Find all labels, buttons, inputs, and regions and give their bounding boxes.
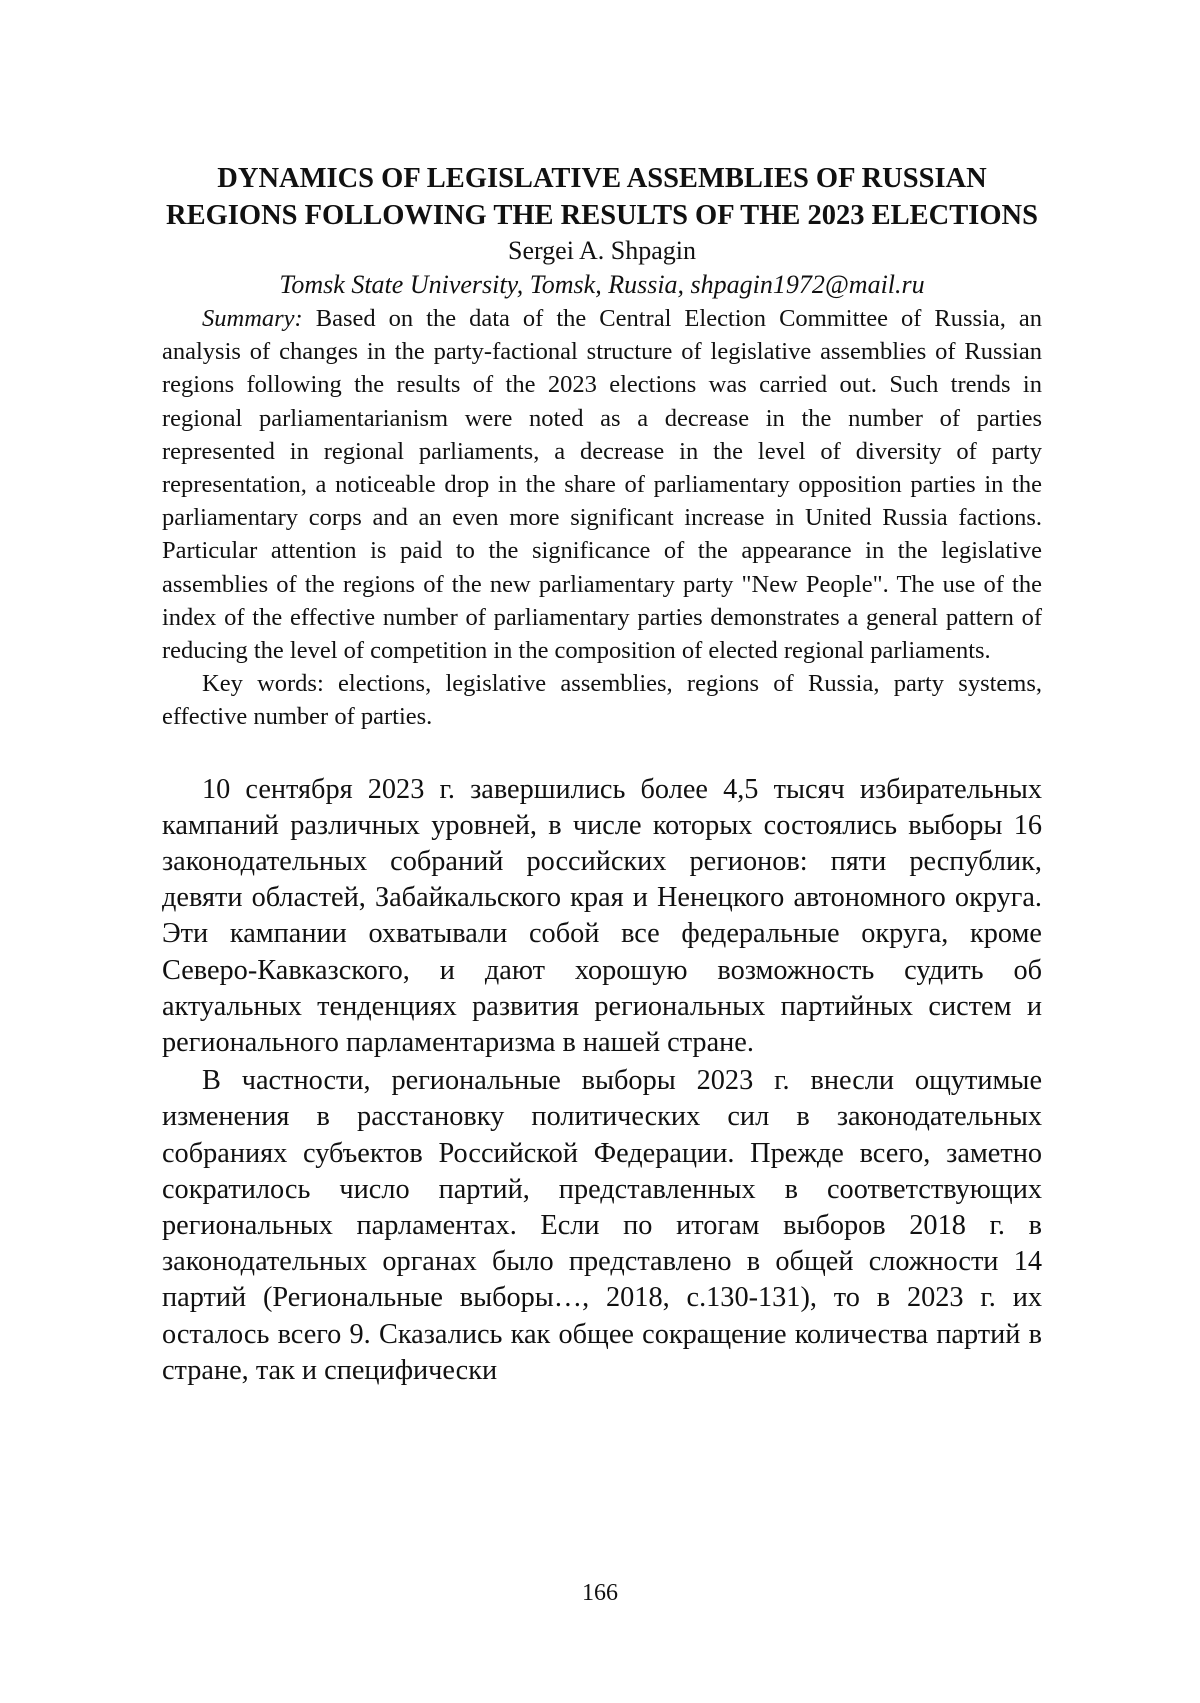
keywords-paragraph: Key words: elections, legislative assemblies, regions of Russia, party systems, effective number of parties. — [162, 667, 1042, 733]
article — [162, 160, 1042, 1391]
author-affiliation: Tomsk State University, Tomsk, Russia, shpagin1972@mail.ru — [162, 268, 1042, 302]
article-title: DYNAMICS OF LEGISLATIVE ASSEMBLIES OF RUSSIAN REGIONS FOLLOWING THE RESULTS OF THE 2023 ELECTIONS — [162, 160, 1042, 234]
author-name: Sergei A. Shpagin — [162, 234, 1042, 268]
body-text — [162, 772, 1042, 1389]
summary-label: Summary: — [202, 305, 303, 332]
summary-paragraph — [162, 302, 1042, 667]
body-paragraph-1: 10 сентября 2023 г. завершились более 4,5 тысяч избирательных кампаний различных уровней, в числе которых состоялись выборы 16 законодательных собраний российских регионов: пяти республик, девяти областей, Забайкальского края и Ненецкого автономного округа. Эти кампании охватывали собой все федеральные округа, кроме Северо-Кавказского, и дают хорошую возможность судить об актуальных тенденциях развития региональных партийных систем и регионального парламентаризма в нашей стране. — [162, 772, 1042, 1062]
body-paragraph-2: В частности, региональные выборы 2023 г. внесли ощутимые изменения в расстановку политических сил в законодательных собраниях субъектов Российской Федерации. Прежде всего, заметно сократилось число партий, представленных в соответствующих региональных парламентах. Если по итогам выборов 2018 г. в законодательных органах было представлено в общей сложности 14 партий (Региональные выборы…, 2018, с.130-131), то в 2023 г. их осталось всего 9. Сказались как общее сокращение количества партий в стране, так и специфически — [162, 1063, 1042, 1389]
summary-text: Based on the data of the Central Election Committee of Russia, an analysis of changes in the party-factional structure of legislative assemblies of Russian regions following the results of the 2023 elections was carried out. Such trends in regional parliamentarianism were noted as a decrease in the number of parties represented in regional parliaments, a decrease in the level of diversity of party representation, a noticeable drop in the share of parliamentary opposition parties in the parliamentary corps and an even more significant increase in United Russia factions. Particular attention is paid to the significance of the appearance in the legislative assemblies of the regions of the new parliamentary party "New People". The use of the index of the effective number of parliamentary parties demonstrates a general pattern of reducing the level of competition in the composition of elected regional parliaments. — [162, 305, 1042, 664]
page-number: 166 — [0, 1578, 1200, 1608]
